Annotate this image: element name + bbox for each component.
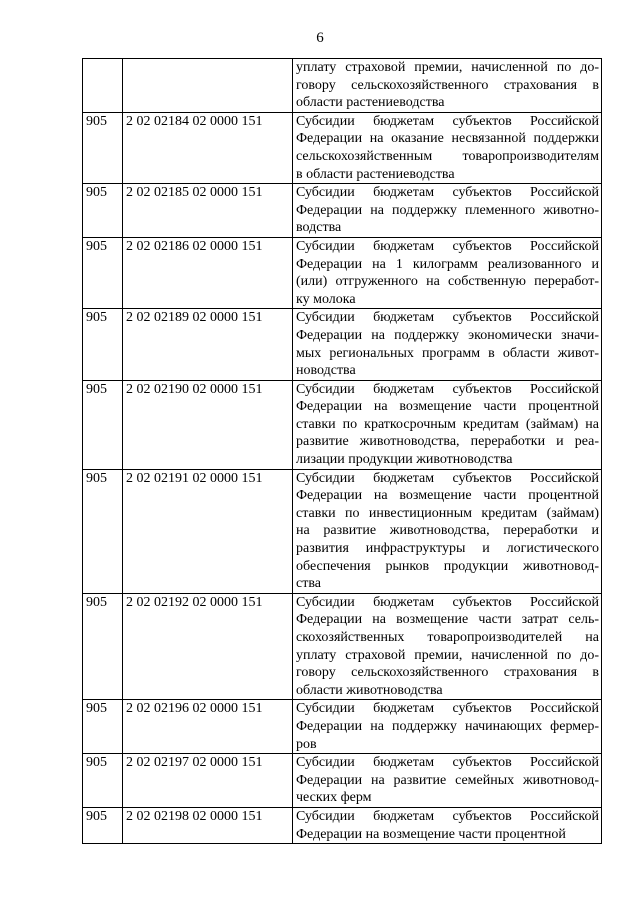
admin-code-cell: 905: [83, 807, 123, 843]
description-line: Субсидии бюджетам субъектов Российской: [296, 594, 599, 610]
description-line: развитие животноводства, переработки и реа-: [296, 434, 599, 450]
table-row: [83, 807, 602, 843]
admin-code-cell: 905: [83, 237, 123, 308]
description-line: ку молока: [296, 291, 356, 307]
table-row: [83, 700, 602, 754]
description-cell: [293, 309, 602, 380]
budget-code-cell: 2 02 02184 02 0000 151: [123, 112, 293, 183]
description-line: Субсидии бюджетам субъектов Российской: [296, 185, 599, 201]
description-line: Федерации на поддержку начинающих фермер-: [296, 718, 599, 734]
description-line: ставки по инвестиционным кредитам (займам): [296, 505, 599, 521]
description-line: Федерации на развитие семейных животновод-: [296, 772, 599, 788]
budget-code-cell: 2 02 02190 02 0000 151: [123, 380, 293, 469]
description-line: скохозяйственных товаропроизводителей на: [296, 630, 599, 645]
table-row: [83, 380, 602, 469]
description-line: Субсидии бюджетам субъектов Российской: [296, 238, 599, 254]
budget-code-cell: [123, 59, 293, 113]
description-line: говору сельскохозяйственного страхования в: [296, 77, 599, 93]
admin-code-cell: [83, 59, 123, 113]
budget-code-cell: 2 02 02196 02 0000 151: [123, 700, 293, 754]
admin-code-cell: 905: [83, 380, 123, 469]
table-row: [83, 184, 602, 238]
admin-code-cell: 905: [83, 112, 123, 183]
description-cell: [293, 59, 602, 113]
table-row: [83, 754, 602, 808]
description-line: в области растениеводства: [296, 166, 455, 182]
description-line: говору сельскохозяйственного страхования в: [296, 665, 599, 681]
description-line: Субсидии бюджетам субъектов Российской: [296, 808, 599, 824]
description-line: Субсидии бюджетам субъектов Российской: [296, 113, 599, 129]
page-number: 6: [316, 30, 324, 46]
description-line: Федерации на возмещение части затрат сель-: [296, 612, 599, 628]
description-line: мых региональных программ в области живот-: [296, 345, 599, 361]
description-line: на развитие животноводства, переработки и: [296, 523, 599, 539]
description-line: Федерации на поддержку экономически значи-: [296, 327, 599, 343]
description-line: Федерации на возмещение части процентной: [296, 826, 566, 842]
description-line: уплату страховой премии, начисленной по до-: [296, 60, 599, 75]
description-line: Федерации на поддержку племенного животно-: [296, 202, 599, 218]
budget-code-cell: 2 02 02191 02 0000 151: [123, 469, 293, 593]
description-cell: [293, 469, 602, 593]
table-row: [83, 237, 602, 308]
description-line: области животноводства: [296, 682, 443, 698]
description-line: Федерации на 1 килограмм реализованного и: [296, 256, 599, 272]
description-cell: [293, 380, 602, 469]
description-line: Субсидии бюджетам субъектов Российской: [296, 701, 599, 717]
budget-code-cell: 2 02 02189 02 0000 151: [123, 309, 293, 380]
description-line: ставки по краткосрочным кредитам (займам) на: [296, 416, 599, 432]
description-line: ческих ферм: [296, 790, 372, 806]
table-body: [83, 59, 602, 844]
budget-code-cell: 2 02 02192 02 0000 151: [123, 593, 293, 700]
description-line: Федерации на оказание несвязанной поддержки: [296, 131, 599, 147]
budget-code-cell: 2 02 02197 02 0000 151: [123, 754, 293, 808]
table-row: [83, 112, 602, 183]
description-cell: [293, 184, 602, 238]
description-line: Субсидии бюджетам субъектов Российской: [296, 470, 599, 486]
description-line: развития инфраструктуры и логистического: [296, 541, 599, 557]
admin-code-cell: 905: [83, 184, 123, 238]
description-line: Федерации на возмещение части процентной: [296, 399, 599, 415]
table-row: [83, 59, 602, 113]
description-line: ров: [296, 736, 317, 752]
table-row: [83, 309, 602, 380]
description-line: Субсидии бюджетам субъектов Российской: [296, 755, 599, 771]
budget-code-cell: 2 02 02185 02 0000 151: [123, 184, 293, 238]
description-line: сельскохозяйственным товаропроизводителям: [296, 148, 599, 164]
description-line: новодства: [296, 363, 356, 379]
budget-code-cell: 2 02 02198 02 0000 151: [123, 807, 293, 843]
description-line: Субсидии бюджетам субъектов Российской: [296, 310, 599, 326]
description-cell: [293, 807, 602, 843]
table-row: [83, 593, 602, 700]
description-cell: [293, 593, 602, 700]
admin-code-cell: 905: [83, 469, 123, 593]
description-cell: [293, 754, 602, 808]
description-line: водства: [296, 220, 342, 236]
admin-code-cell: 905: [83, 700, 123, 754]
description-cell: [293, 700, 602, 754]
description-line: Субсидии бюджетам субъектов Российской: [296, 381, 599, 397]
table-row: [83, 469, 602, 593]
admin-code-cell: 905: [83, 309, 123, 380]
budget-code-cell: 2 02 02186 02 0000 151: [123, 237, 293, 308]
description-line: обеспечения рынков продукции животновод-: [296, 558, 599, 574]
description-line: области растениеводства: [296, 95, 445, 111]
description-line: уплату страховой премии, начисленной по до-: [296, 647, 599, 663]
description-line: лизации продукции животноводства: [296, 452, 513, 468]
description-cell: [293, 112, 602, 183]
description-cell: [293, 237, 602, 308]
admin-code-cell: 905: [83, 754, 123, 808]
description-line: (или) отгруженного на собственную переработ-: [296, 274, 599, 290]
admin-code-cell: 905: [83, 593, 123, 700]
description-line: Федерации на возмещение части процентной: [296, 488, 599, 504]
description-line: ства: [296, 576, 321, 592]
budget-codes-table: [82, 58, 602, 844]
